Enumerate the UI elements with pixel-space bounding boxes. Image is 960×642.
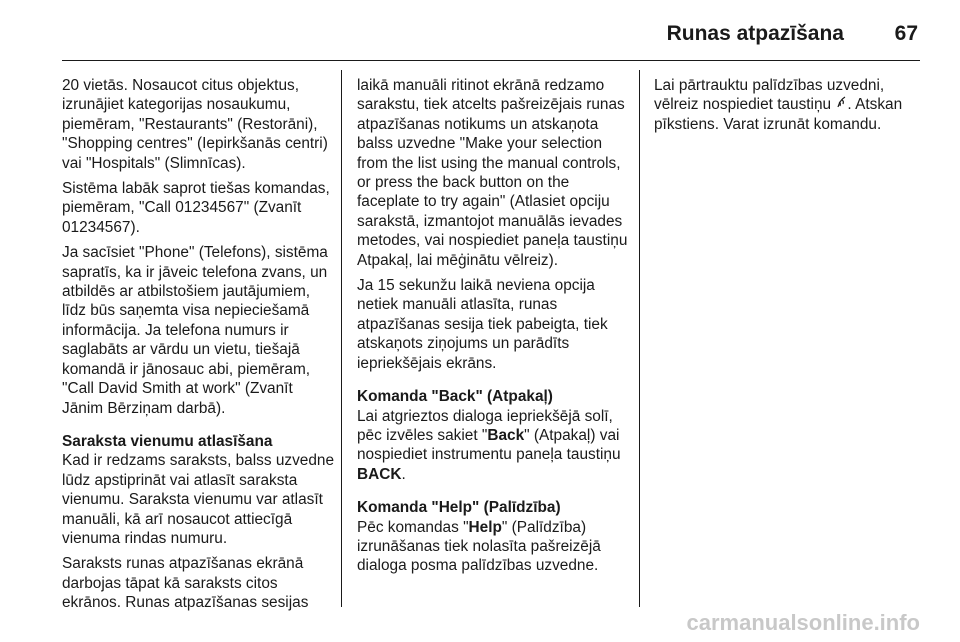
paragraph: Lai pārtrauktu palīdzības uzvedni, vēlreiz nospiediet taustiņu . Atskan pīkstiens. Varat izrunāt komandu.: [654, 77, 903, 133]
key-name-back: BACK: [357, 465, 402, 483]
paragraph: 20 vietās. Nosaucot citus objektus, izrunājiet kategorijas nosaukumu, piemēram, "Restaurants" (Restorāni), "Shopping centres" (Iepirkšanās centri) vai "Hospitals" (Slimnīcas).: [62, 77, 328, 172]
paragraph: Kad ir redzams saraksts, balss uzvedne lūdz apstiprināt vai atlasīt saraksta vienumu. Saraksta vienumu var atlasīt manuāli, kā arī nosaucot attiecīgā vienuma rindas numuru.: [62, 452, 335, 547]
section-heading-back: Komanda "Back" (Atpakaļ): [357, 388, 553, 406]
paragraph: Saraksts runas atpazīšanas ekrānā darbojas tāpat kā saraksts citos ekrānos. Runas atpazīšanas sesijas: [62, 555, 309, 612]
page-number: 67: [894, 22, 918, 45]
paragraph: laikā manuāli ritinot ekrānā redzamo sarakstu, tiek atcelts pašreizējais runas atpazīšanas notikums un atskaņota balss uzvedne "Make your selection from the list using the manual controls, or press the back button on the faceplate to try again" (Atlasiet opciju sarakstā, izmantojot manuālās ievades metodes, vai nospiediet paneļa taustiņu Atpakaļ, lai mēģinātu vēlreiz).: [357, 77, 628, 269]
section-heading: Saraksta vienumu atlasīšana: [62, 432, 273, 450]
voice-command-key-icon: [835, 95, 847, 114]
paragraph: Ja sacīsiet "Phone" (Telefons), sistēma sapratīs, ka ir jāveic telefona zvans, un atbildēs ar atbilstošiem jautājumiem, līdz būs saņemta visa nepieciešamā informācija. Ja telefona numurs ir saglabāts ar vārdu un vietu, tiešajā komandā ir jānosauc abi, piemēram, "Call David Smith at work" (Zvanīt Jānim Bērziņam darbā).: [62, 244, 328, 417]
section-heading-help: Komanda "Help" (Palīdzība): [357, 499, 561, 517]
page-header: [62, 14, 920, 61]
paragraph-back: Lai atgrieztos dialoga iepriekšējā solī, pēc izvēles sakiet "Back" (Atpakaļ) vai nospiediet instrumentu paneļa taustiņu BACK.: [357, 407, 621, 483]
paragraph-help: Pēc komandas "Help" (Palīdzība) izrunāšanas tiek nolasīta pašreizējā dialoga posma palīdzības uzvedne.: [357, 518, 601, 575]
page-title: Runas atpazīšana: [666, 22, 844, 45]
watermark: carmanualsonline.info: [686, 610, 920, 635]
command-word-back: Back: [487, 426, 525, 444]
column-divider-2: [639, 70, 640, 607]
column-3: [654, 76, 924, 140]
command-word-help: Help: [468, 518, 502, 536]
column-1: [62, 76, 336, 619]
column-2: [357, 76, 629, 582]
paragraph: Sistēma labāk saprot tiešas komandas, piemēram, "Call 01234567" (Zvanīt 01234567).: [62, 180, 330, 236]
paragraph: Ja 15 sekunžu laikā neviena opcija netiek manuāli atlasīta, runas atpazīšanas sesija tiek pabeigta, tiek atskaņots ziņojums un parādīts iepriekšējais ekrāns.: [357, 277, 608, 372]
column-divider-1: [341, 70, 342, 607]
